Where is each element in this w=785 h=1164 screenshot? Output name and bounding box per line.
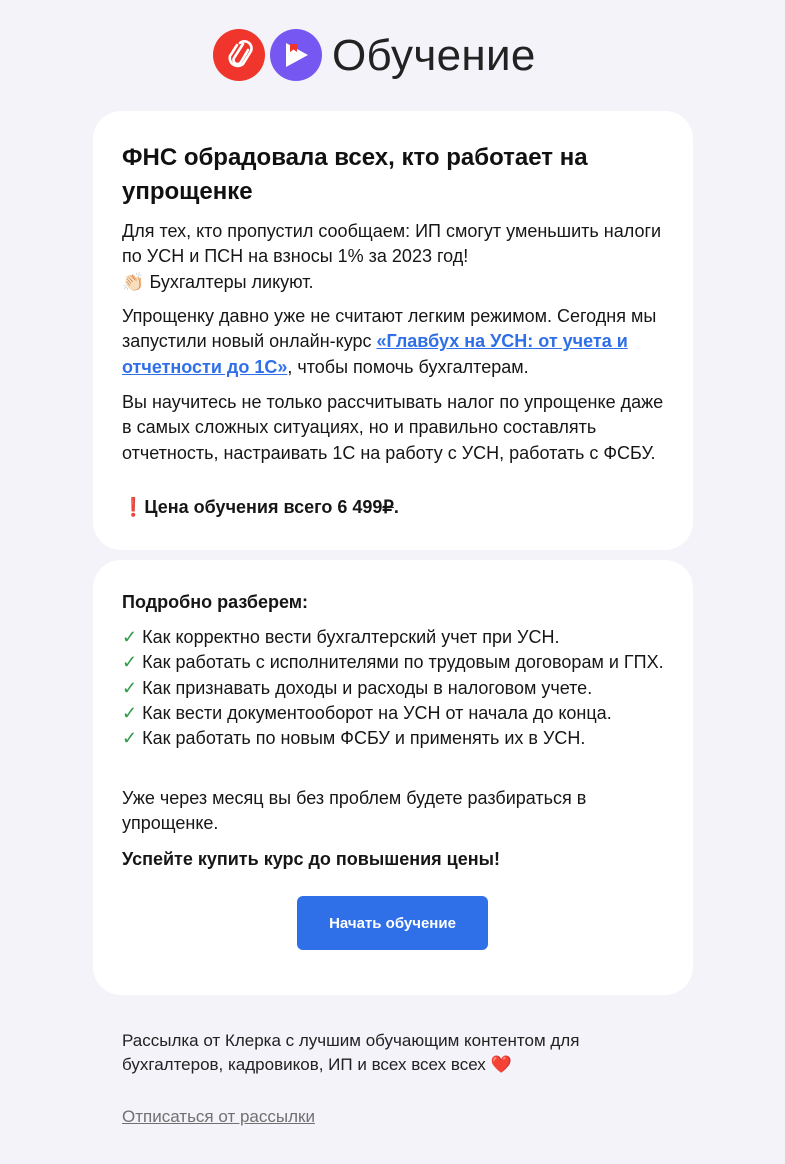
announcement-card: [93, 111, 693, 550]
list-item-text: Как признавать доходы и расходы в налоговом учете.: [142, 677, 593, 698]
play-icon: [270, 29, 322, 81]
heart-icon: ❤️: [490, 1055, 512, 1074]
brand-title: Обучение: [332, 31, 536, 80]
skills-paragraph: Вы научитесь не только рассчитывать налог по упрощенке даже в самых сложных ситуациях, но и правильно составлять отчетность, настраивать 1С на работу с УСН, работать с ФСБУ.: [122, 392, 664, 463]
exclamation-icon: ❗: [122, 497, 145, 517]
card-title: ФНС обрадовала всех, кто работает на упрощенке: [122, 144, 588, 205]
intro-paragraph: [122, 219, 670, 295]
list-item-text: Как работать с исполнителями по трудовым договорам и ГПХ.: [142, 652, 664, 673]
list-item-text: Как работать по новым ФСБУ и применять их в УСН.: [142, 728, 586, 749]
topics-list: [122, 625, 670, 751]
intro-text: Для тех, кто пропустил сообщаем: ИП смогут уменьшить налоги по УСН и ПСН на взносы 1% за 2023 год!: [122, 221, 662, 267]
course-details-card: [93, 560, 693, 995]
price-line: [122, 495, 670, 520]
list-item: [122, 701, 670, 726]
course-paragraph: [122, 304, 670, 380]
list-item: [122, 726, 670, 751]
price-currency: ₽: [382, 497, 394, 517]
price-text: Цена обучения всего 6 499: [144, 497, 383, 517]
unsubscribe-link[interactable]: Отписаться от рассылки: [122, 1107, 315, 1126]
list-item: [122, 625, 670, 650]
start-learning-button[interactable]: Начать обучение: [297, 896, 488, 950]
course-text-after: , чтобы помочь бухгалтерам.: [287, 356, 529, 377]
check-icon: ✓: [122, 728, 138, 749]
price-end: .: [393, 497, 399, 517]
check-icon: ✓: [122, 652, 138, 673]
email-header: [0, 0, 785, 111]
list-item: [122, 650, 670, 675]
intro-text-2: Бухгалтеры ликуют.: [149, 271, 314, 292]
month-paragraph: Уже через месяц вы без проблем будете разбираться в упрощенке.: [122, 788, 587, 834]
footer-description: Рассылка от Клерка с лучшим обучающим контентом для бухгалтеров, кадровиков, ИП и всех всех всех: [122, 1031, 580, 1074]
footer-text: [122, 1029, 682, 1077]
course-link[interactable]: «Главбух на УСН: от учета и отчетности до 1С»: [122, 331, 628, 377]
details-heading: Подробно разберем:: [122, 592, 309, 612]
check-icon: ✓: [122, 702, 138, 723]
check-icon: ✓: [122, 677, 138, 698]
clap-icon: 👏🏻: [122, 271, 145, 292]
list-item-text: Как вести документооборот на УСН от начала до конца.: [142, 702, 612, 723]
check-icon: ✓: [122, 627, 138, 647]
paperclip-icon: [213, 29, 265, 81]
course-text-before: Упрощенку давно уже не считают легким режимом. Сегодня мы запустили новый онлайн-курс: [122, 306, 657, 352]
list-item-text: Как корректно вести бухгалтерский учет при УСН.: [142, 627, 560, 647]
list-item: [122, 676, 670, 701]
hurry-paragraph: Успейте купить курс до повышения цены!: [122, 849, 500, 869]
